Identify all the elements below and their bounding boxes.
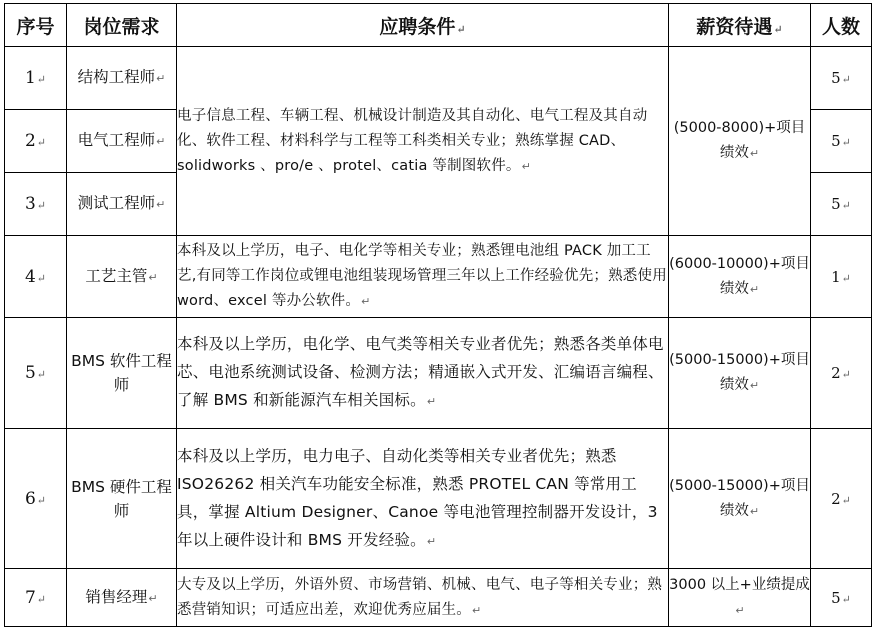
- paragraph-mark: ↵: [156, 198, 166, 211]
- row-index: 1↵: [5, 47, 67, 110]
- header-requirements: 应聘条件↵: [177, 4, 669, 47]
- paragraph-mark: ↵: [841, 493, 851, 507]
- table-row: [5, 318, 872, 429]
- row-position: 销售经理↵: [67, 569, 177, 627]
- row-position: 工艺主管↵: [67, 236, 177, 318]
- paragraph-mark: ↵: [156, 135, 166, 148]
- engineers-salary: (5000-8000)+项目绩效↵: [669, 47, 811, 236]
- paragraph-mark: ↵: [841, 73, 851, 86]
- row-count: 5↵: [811, 47, 872, 110]
- header-row: [5, 4, 872, 47]
- paragraph-mark: ↵: [841, 199, 851, 212]
- paragraph-mark: ↵: [456, 22, 466, 36]
- row-position: BMS 软件工程师: [67, 318, 177, 429]
- row-salary: (5000-15000)+项目绩效↵: [669, 318, 811, 429]
- row-position: 电气工程师↵: [67, 110, 177, 173]
- header-index: 序号: [5, 4, 67, 47]
- paragraph-mark: ↵: [36, 136, 47, 149]
- engineers-requirements: 电子信息工程、车辆工程、机械设计制造及其自动化、电气工程及其自动化、软件工程、材料科学与工程等工科类相关专业；熟练掌握 CAD、solidworks 、pro/e 、protel、catia 等制图软件。↵: [177, 47, 669, 236]
- row-requirements: 本科及以上学历，电子、电化学等相关专业；熟悉锂电池组 PACK 加工工艺,有同等工作岗位或锂电池组装现场管理三年以上工作经验优先；熟悉使用 word、excel 等办公软件。↵: [177, 236, 669, 318]
- paragraph-mark: ↵: [841, 592, 851, 606]
- header-count: 人数: [811, 4, 872, 47]
- table-row: [5, 569, 872, 627]
- row-count: 5↵: [811, 173, 872, 236]
- row-index: 2↵: [5, 110, 67, 173]
- table-row: [5, 236, 872, 318]
- row-salary: (5000-15000)+项目绩效↵: [669, 429, 811, 569]
- row-count: 1↵: [811, 236, 872, 318]
- paragraph-mark: ↵: [36, 199, 47, 212]
- table-row: [5, 47, 872, 110]
- paragraph-mark: ↵: [36, 73, 47, 86]
- row-requirements: 本科及以上学历，电力电子、自动化类等相关专业者优先；熟悉 ISO26262 相关汽车功能安全标准，熟悉 PROTEL CAN 等常用工具，掌握 Altium Designer、Canoe 等电池管理控制器开发设计，3 年以上硬件设计和 BMS 开发经验。↵: [177, 429, 669, 569]
- row-salary: (6000-10000)+项目绩效↵: [669, 236, 811, 318]
- row-index: 7↵: [5, 569, 67, 627]
- row-index: 5↵: [5, 318, 67, 429]
- paragraph-mark: ↵: [426, 534, 437, 548]
- paragraph-mark: ↵: [735, 603, 745, 617]
- table-row: [5, 429, 872, 569]
- row-position: 结构工程师↵: [67, 47, 177, 110]
- header-salary: 薪资待遇↵: [669, 4, 811, 47]
- paragraph-mark: ↵: [148, 591, 158, 605]
- row-count: 2↵: [811, 429, 872, 569]
- paragraph-mark: ↵: [749, 379, 760, 392]
- paragraph-mark: ↵: [749, 282, 760, 296]
- paragraph-mark: ↵: [472, 603, 482, 617]
- row-index: 4↵: [5, 236, 67, 318]
- paragraph-mark: ↵: [773, 22, 783, 36]
- paragraph-mark: ↵: [426, 395, 437, 408]
- row-position: BMS 硬件工程师: [67, 429, 177, 569]
- row-salary: 3000 以上+业绩提成↵: [669, 569, 811, 627]
- row-requirements: 本科及以上学历，电化学、电气类等相关专业者优先；熟悉各类单体电芯、电池系统测试设备、检测方法；精通嵌入式开发、汇编语言编程、了解 BMS 和新能源汽车相关国标。↵: [177, 318, 669, 429]
- row-index: 6↵: [5, 429, 67, 569]
- paragraph-mark: ↵: [148, 270, 158, 284]
- row-count: 5↵: [811, 110, 872, 173]
- paragraph-mark: ↵: [156, 72, 166, 85]
- paragraph-mark: ↵: [36, 271, 47, 285]
- paragraph-mark: ↵: [361, 295, 371, 308]
- row-count: 2↵: [811, 318, 872, 429]
- recruitment-table: [4, 3, 872, 627]
- paragraph-mark: ↵: [749, 504, 760, 518]
- row-index: 3↵: [5, 173, 67, 236]
- row-count: 5↵: [811, 569, 872, 627]
- paragraph-mark: ↵: [749, 147, 760, 160]
- paragraph-mark: ↵: [841, 136, 851, 149]
- paragraph-mark: ↵: [36, 368, 47, 381]
- paragraph-mark: ↵: [841, 271, 851, 285]
- header-position: 岗位需求: [67, 4, 177, 47]
- paragraph-mark: ↵: [36, 493, 47, 507]
- paragraph-mark: ↵: [841, 368, 851, 381]
- paragraph-mark: ↵: [36, 592, 47, 606]
- row-requirements: 大专及以上学历，外语外贸、市场营销、机械、电气、电子等相关专业；熟悉营销知识；可适应出差，欢迎优秀应届生。↵: [177, 569, 669, 627]
- paragraph-mark: ↵: [521, 159, 532, 173]
- row-position: 测试工程师↵: [67, 173, 177, 236]
